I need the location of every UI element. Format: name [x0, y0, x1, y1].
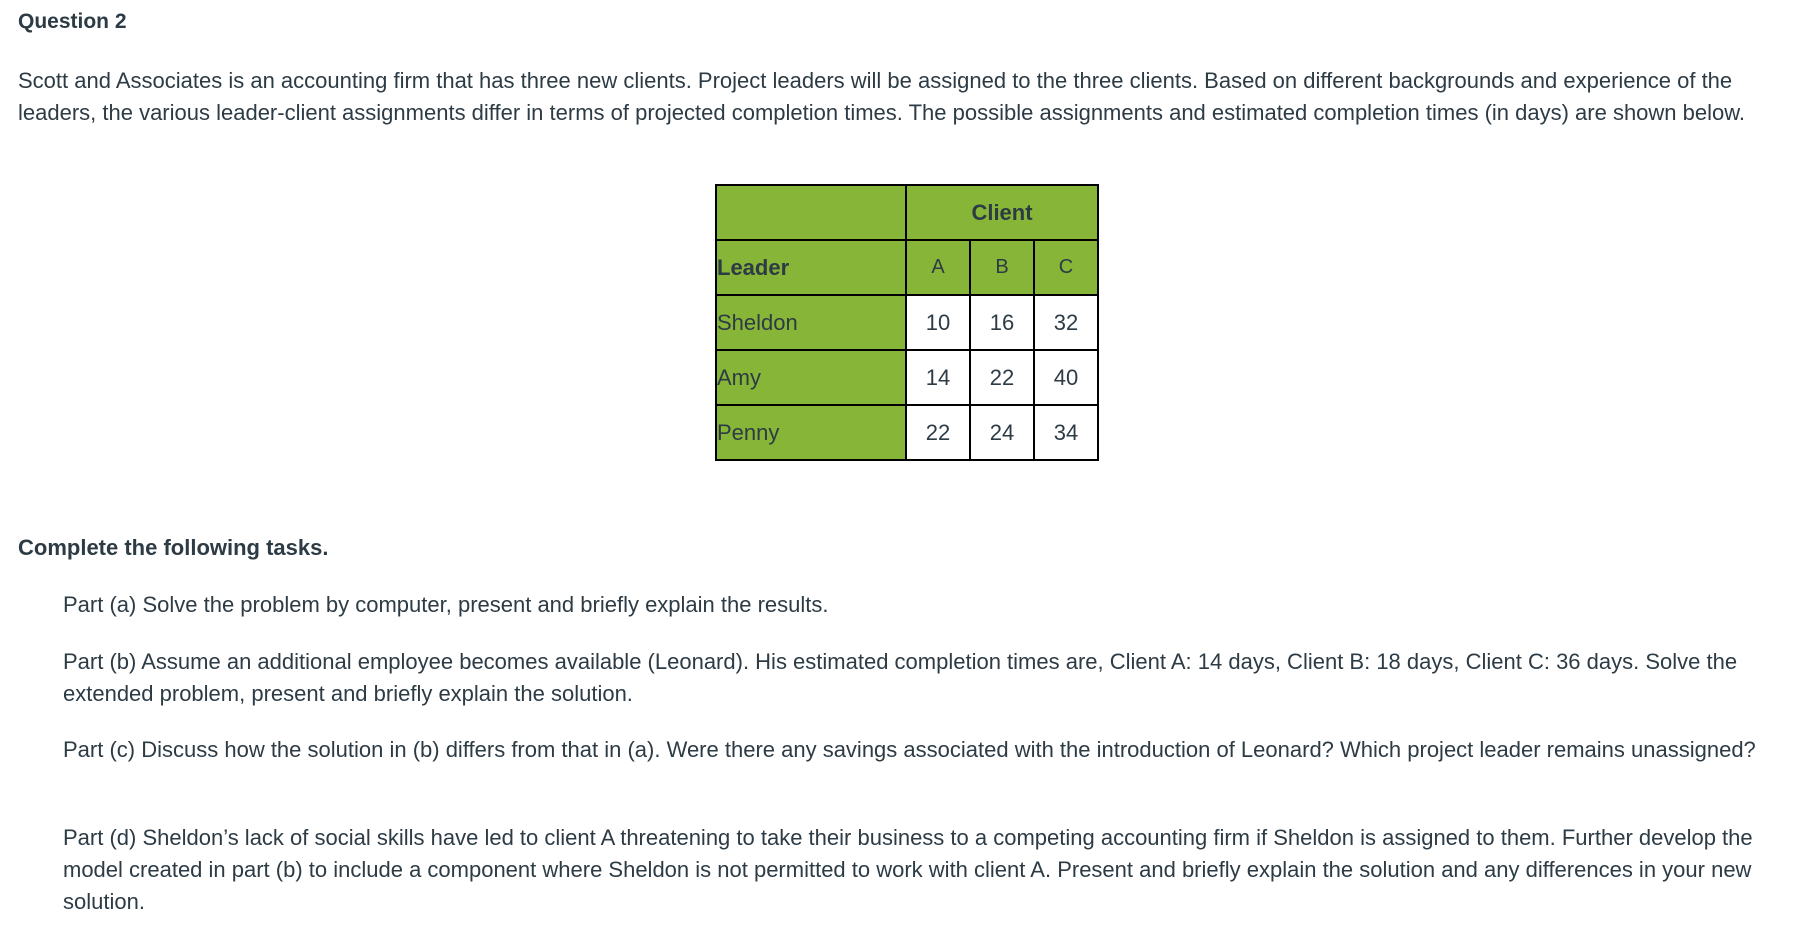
table-cell: 10: [906, 295, 970, 350]
leader-name: Penny: [716, 405, 906, 460]
table-cell: 22: [906, 405, 970, 460]
table-row: [716, 405, 1098, 460]
leader-name: Sheldon: [716, 295, 906, 350]
leader-name: Amy: [716, 350, 906, 405]
table-cell: 16: [970, 295, 1034, 350]
table-row: [716, 350, 1098, 405]
leader-column-header: Leader: [716, 240, 906, 295]
task-part-a: Part (a) Solve the problem by computer, present and briefly explain the results.: [63, 592, 829, 617]
table-header-row-client: [716, 185, 1098, 240]
question-title: Question 2: [18, 10, 127, 33]
table-cell: 34: [1034, 405, 1098, 460]
table-cell: 32: [1034, 295, 1098, 350]
question-intro: Scott and Associates is an accounting firm that has three new clients. Project leaders will be assigned to the three clients. Based on different backgrounds and experience of the leaders, the various leader-client assignments differ in terms of projected completion times. The possible assignments and estimated completion times (in days) are shown below.: [18, 68, 1746, 125]
task-part-d: Part (d) Sheldon’s lack of social skills have led to client A threatening to take their business to a competing accounting firm if Sheldon is assigned to them. Further develop the model created in part (b) to include a component where Sheldon is not permitted to work with client A. Present and briefly explain the solution and any differences in your new solution.: [63, 825, 1753, 914]
task-part-c: Part (c) Discuss how the solution in (b) differs from that in (a). Were there any savings associated with the introduction of Leonard? Which project leader remains unassigned?: [63, 737, 1756, 762]
task-part-b: Part (b) Assume an additional employee becomes available (Leonard). His estimated completion times are, Client A: 14 days, Client B: 18 days, Client C: 36 days. Solve the extended problem, present and briefly explain the solution.: [63, 649, 1738, 706]
table-corner-cell: [716, 185, 906, 240]
table-cell: 14: [906, 350, 970, 405]
table-row: [716, 295, 1098, 350]
column-header-c: C: [1034, 240, 1098, 295]
client-group-header: Client: [906, 185, 1098, 240]
column-header-a: A: [906, 240, 970, 295]
column-header-b: B: [970, 240, 1034, 295]
table-cell: 22: [970, 350, 1034, 405]
table-cell: 40: [1034, 350, 1098, 405]
table-header-row-columns: [716, 240, 1098, 295]
table-cell: 24: [970, 405, 1034, 460]
assignment-table: [715, 184, 1099, 461]
tasks-heading: Complete the following tasks.: [18, 535, 329, 560]
